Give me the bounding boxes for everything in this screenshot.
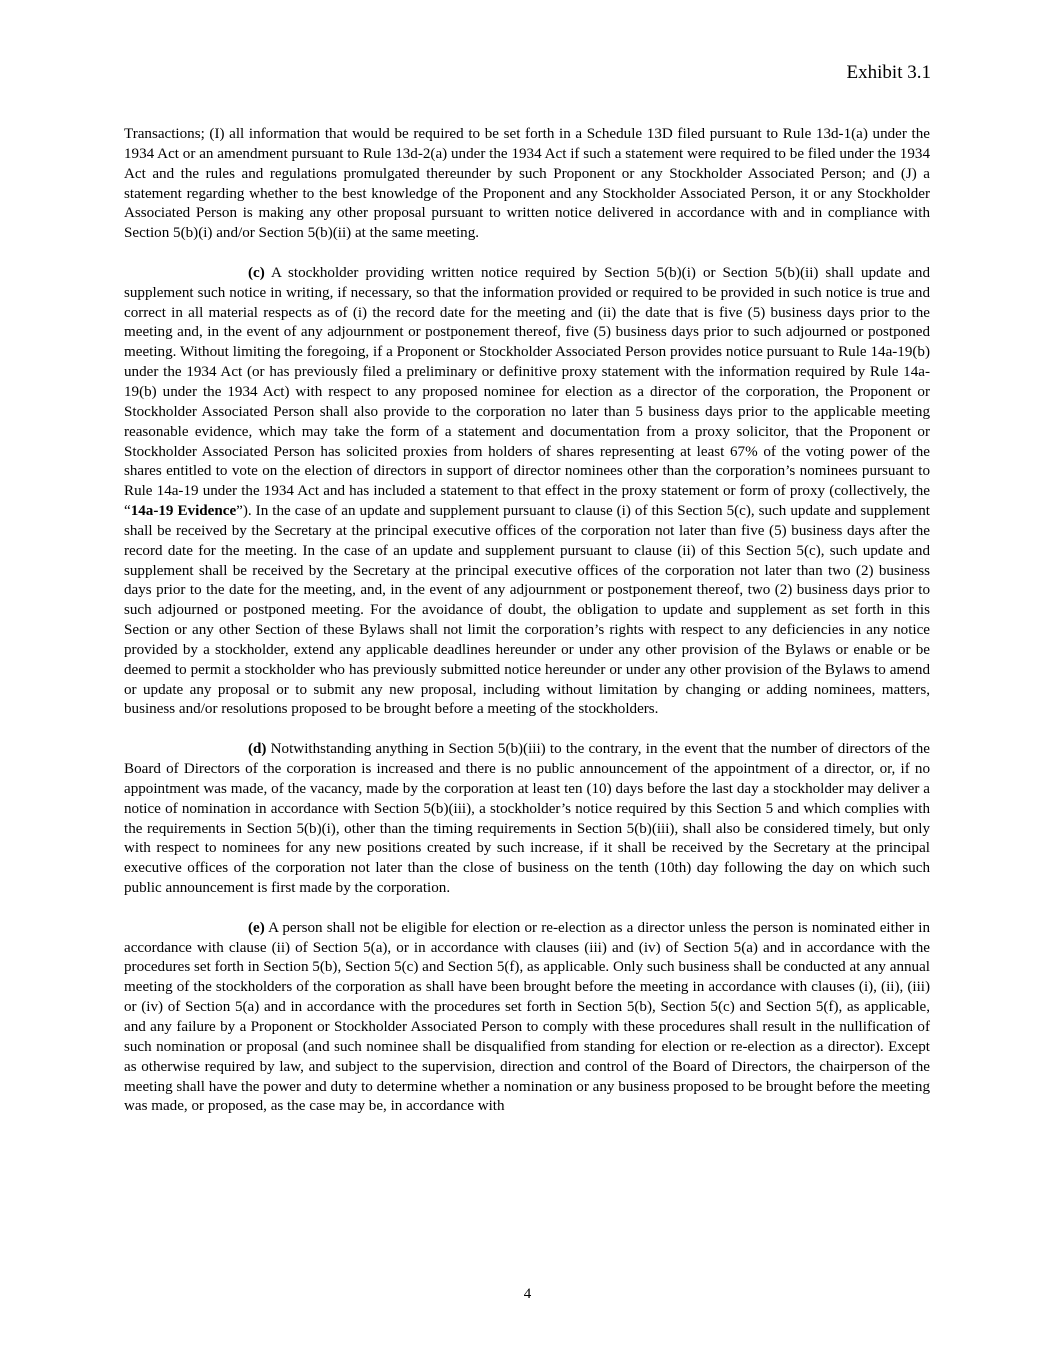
paragraph-d-text: Notwithstanding anything in Section 5(b)(iii) to the contrary, in the event that the number of directors of the Board of Directors of the corporation is increased and there is no public announcement of the appointment of a director, or, if no appointment was made, of the vacancy, made by the corporation at least ten (10) days before the last day a stockholder may deliver a notice of nomination in accordance with Section 5(b)(iii), a stockholder’s notice required by this Section 5 and which complies with the requirements in Section 5(b)(i), other than the timing requirements in Section 5(b)(iii), shall also be considered timely, but only with respect to nominees for any new positions created by such increase, if it shall be received by the Secretary at the principal executive offices of the corporation not later than the close of business on the tenth (10th) day following the day on which such public announcement is first made by the corporation. <box>124 741 930 897</box>
section-label-c: (c) <box>248 264 265 281</box>
paragraph-d <box>124 740 930 899</box>
paragraph-c <box>124 264 930 720</box>
defined-term-14a-19-evidence: 14a-19 Evidence <box>130 503 237 520</box>
paragraph-continuation: Transactions; (I) all information that would be required to be set forth in a Schedule 13D filed pursuant to Rule 13d-1(a) under the 1934 Act or an amendment pursuant to Rule 13d-2(a) under the 1934 Act if such a statement were required to be filed under the 1934 Act and the rules and regulations promulgated thereunder by such Proponent or any Stockholder Associated Person; and (J) a statement regarding whether to the best knowledge of the Proponent and any Stockholder Associated Person, it or any Stockholder Associated Person is making any other proposal pursuant to written notice delivered in accordance with and in compliance with Section 5(b)(i) and/or Section 5(b)(ii) at the same meeting. <box>124 126 930 242</box>
paragraph-e-text: A person shall not be eligible for election or re-election as a director unless the person is nominated either in accordance with clause (ii) of Section 5(a), or in accordance with clauses (iii) and (iv) of Section 5(a) and in accordance with the procedures set forth in Section 5(b), Section 5(c) and Section 5(f), as applicable. Only such business shall be conducted at any annual meeting of the stockholders of the corporation as shall have been brought before the meeting in accordance with clauses (i), (ii), (iii) or (iv) of Section 5(a) and in accordance with the procedures set forth in Section 5(b), Section 5(c) and Section 5(f), as applicable, and any failure by a Proponent or Stockholder Associated Person to comply with these procedures shall result in the nullification of such nomination or proposal (and such nominee shall be disqualified from standing for election or re-election as a director). Except as otherwise required by law, and subject to the supervision, direction and control of the Board of Directors, the chairperson of the meeting shall have the power and duty to determine whether a nomination or any business proposed to be brought before the meeting was made, or proposed, as the case may be, in accordance with <box>124 919 930 1115</box>
page-number: 4 <box>523 1286 532 1302</box>
paragraph-e <box>124 919 930 1117</box>
paragraph-c-text-2: ”). In the case of an update and supplement pursuant to clause (i) of this Section 5(c), such update and supplement shall be received by the Secretary at the principal executive offices of the corporation not later than five (5) business days after the record date for the meeting. In the case of an update and supplement pursuant to clause (ii) of this Section 5(c), such update and supplement shall be received by the Secretary at the principal executive offices of the corporation not later than two (2) business days prior to the date for the meeting, and, in the event of any adjournment or postponement thereof, two (2) business days prior to such adjourned or postponed meeting. For the avoidance of doubt, the obligation to update and supplement as set forth in this Section or any other Section of these Bylaws shall not limit the corporation’s rights with respect to any deficiencies in any notice provided by a stockholder, extend any applicable deadlines hereunder or under any other provision of the Bylaws or enable or be deemed to permit a stockholder who has previously submitted notice hereunder or under any other provision of the Bylaws to amend or update any proposal or to submit any new proposal, including without limitation by changing or adding nominees, matters, business and/or resolutions proposed to be brought before a meeting of the stockholders. <box>124 503 930 718</box>
document-body <box>124 125 930 1137</box>
paragraph-c-text-1: A stockholder providing written notice required by Section 5(b)(i) or Section 5(b)(ii) shall update and supplement such notice in writing, if necessary, so that the information provided or required to be provided in such notice is true and correct in all material respects as of (i) the record date for the meeting and (ii) the date that is five (5) business days prior to the meeting and, in the event of any adjournment or postponement thereof, five (5) business days prior to such adjourned or postponed meeting. Without limiting the foregoing, if a Proponent or Stockholder Associated Person provides notice pursuant to Rule 14a-19(b) under the 1934 Act (or has previously filed a preliminary or definitive proxy statement with the information required by Rule 14a-19(b) under the 1934 Act) with respect to any proposed nominee for election as a director of the corporation, the Proponent or Stockholder Associated Person shall also provide to the corporation no later than 5 business days prior to the applicable meeting reasonable evidence, which may take the form of a statement and documentation from a proxy solicitor, that the Proponent or Stockholder Associated Person has solicited proxies from holders of shares representing at least 67% of the voting power of the shares entitled to vote on the election of directors in support of director nominees other than the corporation’s nominees pursuant to Rule 14a-19 under the 1934 Act and has included a statement to that effect in the proxy statement or form of proxy (collectively, the “ <box>124 264 930 520</box>
section-label-d: (d) <box>248 741 267 758</box>
section-label-e: (e) <box>248 919 265 936</box>
exhibit-label: Exhibit 3.1 <box>846 62 931 83</box>
